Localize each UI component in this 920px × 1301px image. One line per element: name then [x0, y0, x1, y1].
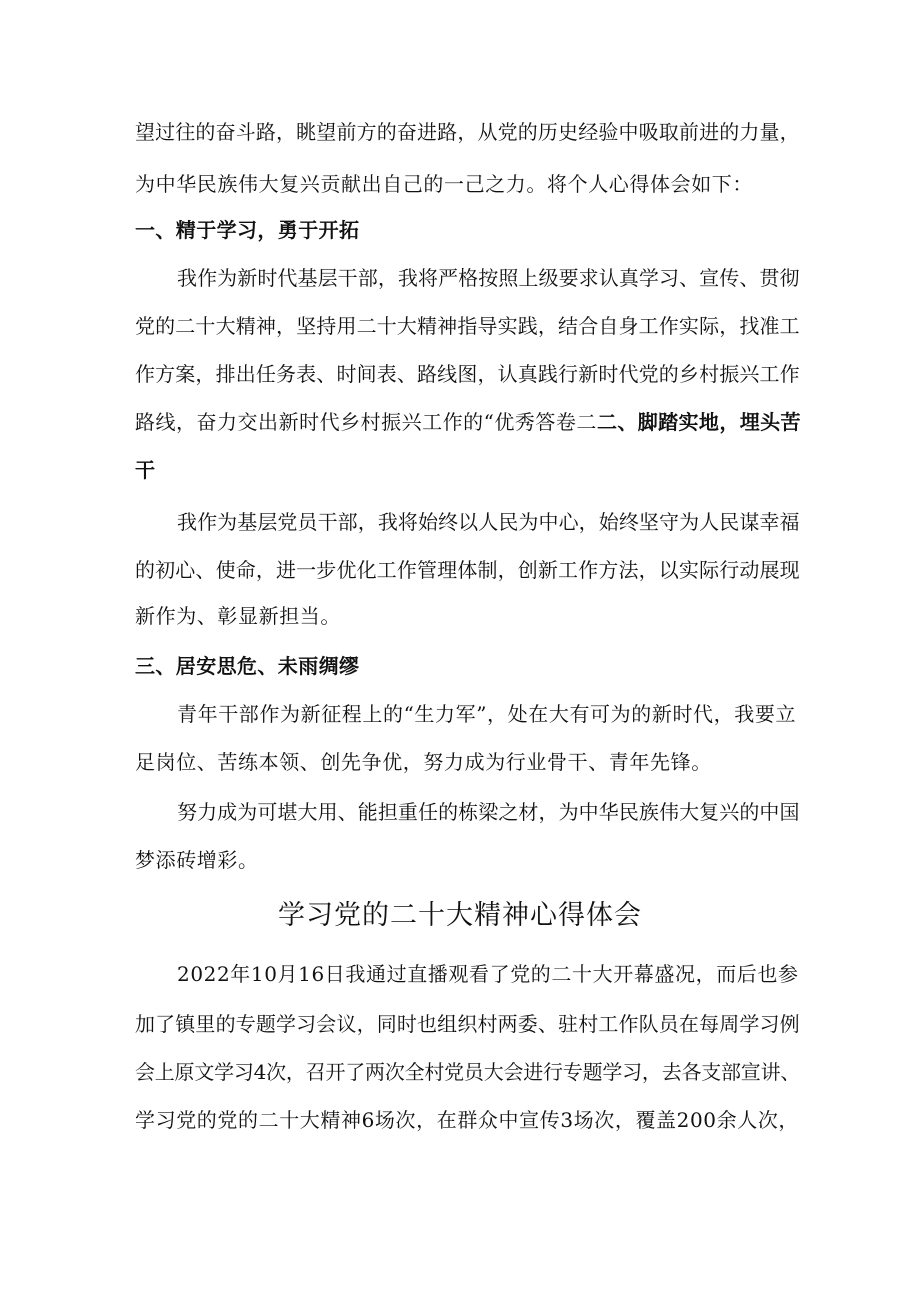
heading-1: 一、精于学习，勇于开拓: [135, 218, 360, 242]
section2-para-line-1: 2022年10月16日我通过直播观看了党的二十大开幕盛况，而后也参: [177, 962, 799, 986]
para-2-line-2: 的初心、使命，进一步优化工作管理体制，创新工作方法，以实际行动展现: [135, 558, 800, 582]
para-4-line-1: 努力成为可堪大用、能担重任的栋梁之材，为中华民族伟大复兴的中国: [177, 800, 800, 824]
para-3-line-2: 足岗位、苦练本领、创先争优，努力成为行业骨干、青年先锋。: [135, 750, 712, 774]
section2-para-line-3: 会上原文学习4次，召开了两次全村党员大会进行专题学习，去各支部宣讲、: [135, 1060, 801, 1084]
section2-para-line-4: 学习党的党的二十大精神6场次，在群众中宣传3场次，覆盖200余人次，: [135, 1108, 800, 1132]
heading-2-part-1: 二、脚踏实地，埋头苦: [596, 410, 801, 434]
para-1-line-3: 作方案，排出任务表、时间表、路线图，认真践行新时代党的乡村振兴工作: [135, 362, 800, 386]
para-1-line-2: 党的二十大精神，坚持用二十大精神指导实践，结合自身工作实际，找准工: [135, 314, 800, 338]
para-2-line-1: 我作为基层党员干部，我将始终以人民为中心，始终坚守为人民谋幸福: [177, 510, 800, 534]
para-2-line-3: 新作为、彰显新担当。: [135, 604, 341, 628]
para-3-line-1: 青年干部作为新征程上的“生力军”，处在大有可为的新时代，我要立: [177, 702, 797, 726]
para-4-line-2: 梦添砖增彩。: [135, 848, 259, 872]
para-1-line-4-text: 路线，奋力交出新时代乡村振兴工作的“优秀答卷二: [135, 410, 597, 434]
para-1-line-4: [135, 408, 800, 436]
para-1-line-1: 我作为新时代基层干部，我将严格按照上级要求认真学习、宣传、贯彻: [177, 266, 800, 290]
intro-line-2: 为中华民族伟大复兴贡献出自己的一己之力。将个人心得体会如下：: [135, 172, 753, 196]
intro-line-1: 望过往的奋斗路，眺望前方的奋进路，从党的历史经验中吸取前进的力量，: [135, 120, 800, 144]
heading-2-part-2: 干: [135, 458, 156, 482]
section-title: 学习党的二十大精神心得体会: [278, 900, 642, 931]
section2-para-line-2: 加了镇里的专题学习会议，同时也组织村两委、驻村工作队员在每周学习例: [135, 1012, 800, 1036]
heading-3: 三、居安思危、未雨绸缪: [135, 654, 360, 678]
